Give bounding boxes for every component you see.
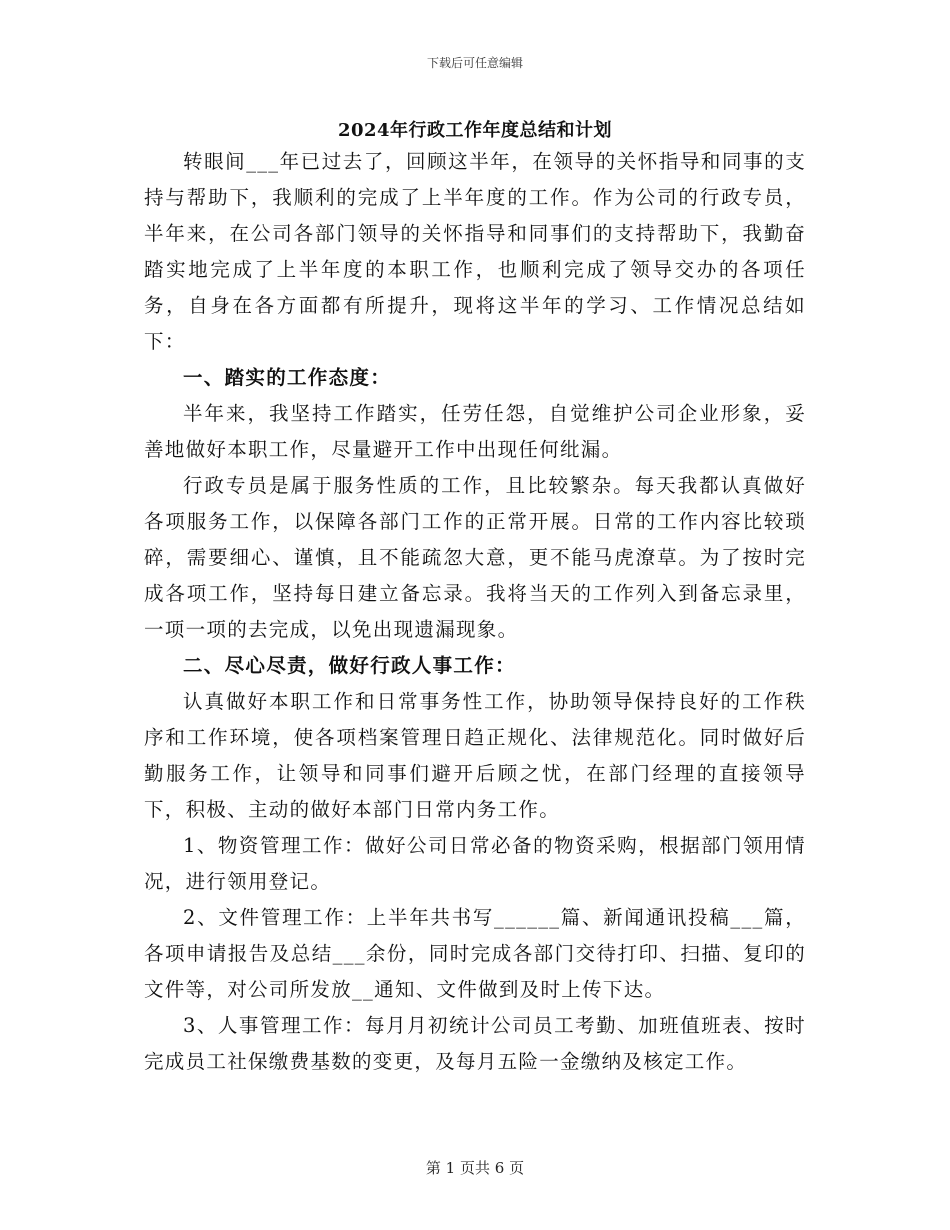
paragraph-service-work: 行政专员是属于服务性质的工作，且比较繁杂。每天我都认真做好各项服务工作，以保障各部门工作的正常开展。日常的工作内容比较琐碎，需要细心、谨慎，且不能疏忽大意，更不能马虎潦草。为了按时完成各项工作，坚持每日建立备忘录。我将当天的工作列入到备忘录里，一项一项的去完成，以免出现遗漏现象。 — [144, 474, 806, 641]
section-heading-admin-hr: 二、尽心尽责，做好行政人事工作： — [183, 654, 516, 677]
paragraph-materials: 1、物资管理工作：做好公司日常必备的物资采购，根据部门领用情况，进行领用登记。 — [144, 834, 806, 893]
paragraph-personnel: 3、人事管理工作：每月月初统计公司员工考勤、加班值班表、按时完成员工社保缴费基数的变更，及每月五险一金缴纳及核定工作。 — [144, 1014, 806, 1073]
paragraph-documents: 2、文件管理工作：上半年共书写______篇、新闻通讯投稿___篇，各项申请报告及总结___余份，同时完成各部门交待打印、扫描、复印的文件等，对公司所发放__通知、文件做到及时上传下达。 — [144, 906, 806, 1001]
paragraph-attitude: 半年来，我坚持工作踏实，任劳任怨，自觉维护公司企业形象，妥善地做好本职工作，尽量避开工作中出现任何纰漏。 — [144, 402, 806, 461]
page-number: 第 1 页共 6 页 — [425, 1159, 525, 1177]
section-heading-attitude: 一、踏实的工作态度： — [183, 366, 392, 389]
paragraph-intro: 转眼间___年已过去了，回顾这半年，在领导的关怀指导和同事的支持与帮助下，我顺利的完成了上半年度的工作。作为公司的行政专员，半年来，在公司各部门领导的关怀指导和同事们的支持帮助下，我勤奋踏实地完成了上半年度的本职工作，也顺利完成了领导交办的各项任务，自身在各方面都有所提升，现将这半年的学习、工作情况总结如下： — [144, 150, 806, 353]
document-title: 2024年行政工作年度总结和计划 — [337, 120, 613, 141]
paragraph-admin-hr: 认真做好本职工作和日常事务性工作，协助领导保持良好的工作秩序和工作环境，使各项档案管理日趋正规化、法律规范化。同时做好后勤服务工作，让领导和同事们避开后顾之忧，在部门经理的直接领导下，积极、主动的做好本部门日常内务工作。 — [144, 690, 806, 821]
page-header-note: 下载后可任意编辑 — [426, 56, 523, 70]
document-body — [144, 144, 806, 1080]
